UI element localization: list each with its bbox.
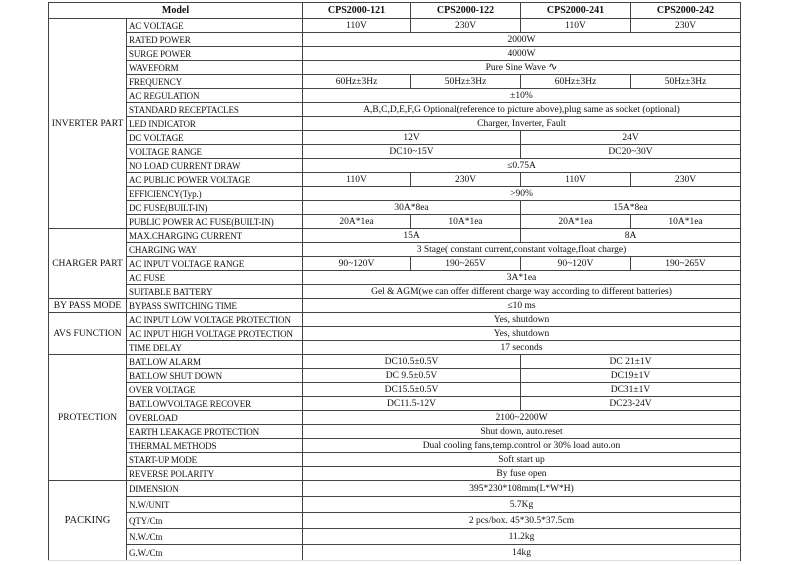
table-row (49, 173, 741, 187)
waveform-text: Pure Sine Wave (485, 63, 546, 73)
table-cell: Dual cooling fans,temp.control or 30% load auto.on (303, 439, 741, 453)
row-label: TIME DELAY (127, 341, 303, 355)
table-row (49, 103, 741, 117)
table-cell: DC 9.5±0.5V (303, 369, 521, 383)
row-label: BAT.LOW ALARM (127, 355, 303, 369)
section-avs: AVS FUNCTION (49, 313, 127, 355)
model-header: Model (49, 3, 303, 19)
section-charger: CHARGER PART (49, 229, 127, 299)
table-cell: 15A*8ea (521, 201, 741, 215)
section-bypass: BY PASS MODE (49, 299, 127, 313)
table-cell: Yes, shutdown (303, 327, 741, 341)
model-header-2: CPS2000-122 (411, 3, 521, 19)
table-cell: 230V (411, 173, 521, 187)
table-cell: 230V (631, 19, 741, 33)
row-label: DIMENSION (127, 481, 303, 497)
table-cell: 90~120V (303, 257, 411, 271)
sine-wave-icon: ∿ (548, 61, 558, 73)
row-label: BAT.LOW SHUT DOWN (127, 369, 303, 383)
row-label: G.W./Ctn (127, 545, 303, 561)
table-cell: 4000W (303, 47, 741, 61)
table-cell: 230V (631, 173, 741, 187)
table-row (49, 271, 741, 285)
row-label: MAX.CHARGING CURRENT (127, 229, 303, 243)
table-cell: 12V (303, 131, 521, 145)
row-label: THERMAL METHODS (127, 439, 303, 453)
table-cell: 14kg (303, 545, 741, 561)
table-row (49, 467, 741, 481)
page-divider (48, 560, 740, 561)
row-label: NO LOAD CURRENT DRAW (127, 159, 303, 173)
table-cell: 10A*1ea (411, 215, 521, 229)
table-cell: ≤0.75A (303, 159, 741, 173)
table-row (49, 187, 741, 201)
table-cell: 230V (411, 19, 521, 33)
row-label: VOLTAGE RANGE (127, 145, 303, 159)
table-cell: 190~265V (631, 257, 741, 271)
table-cell: 30A*8ea (303, 201, 521, 215)
model-header-4: CPS2000-242 (631, 3, 741, 19)
table-row (49, 425, 741, 439)
table-row (49, 481, 741, 497)
spec-table (48, 2, 741, 561)
row-label: AC FUSE (127, 271, 303, 285)
table-cell: 50Hz±3Hz (631, 75, 741, 89)
table-cell (303, 61, 741, 75)
table-row (49, 545, 741, 561)
table-cell: 3A*1ea (303, 271, 741, 285)
table-row (49, 19, 741, 33)
row-label: CHARGING WAY (127, 243, 303, 257)
row-label: BYPASS SWITCHING TIME (127, 299, 303, 313)
table-cell: DC31±1V (521, 383, 741, 397)
header-row (49, 3, 741, 19)
row-label: STANDARD RECEPTACLES (127, 103, 303, 117)
table-row (49, 369, 741, 383)
row-label: AC REGULATION (127, 89, 303, 103)
table-row (49, 117, 741, 131)
table-row (49, 383, 741, 397)
row-label: N.W/UNIT (127, 497, 303, 513)
row-label: N.W./Ctn (127, 529, 303, 545)
table-cell: A,B,C,D,E,F,G Optional(reference to picture above),plug same as socket (optional) (303, 103, 741, 117)
table-cell: 50Hz±3Hz (411, 75, 521, 89)
row-label: SUITABLE BATTERY (127, 285, 303, 299)
row-label: EFFICIENCY(Typ.) (127, 187, 303, 201)
table-cell: 20A*1ea (303, 215, 411, 229)
table-row (49, 159, 741, 173)
table-cell: 2000W (303, 33, 741, 47)
row-label: AC PUBLIC POWER VOLTAGE (127, 173, 303, 187)
table-cell: 3 Stage( constant current,constant voltage,float charge) (303, 243, 741, 257)
table-cell: Yes, shutdown (303, 313, 741, 327)
table-cell: 2100~2200W (303, 411, 741, 425)
row-label: START-UP MODE (127, 453, 303, 467)
table-cell: 11.2kg (303, 529, 741, 545)
table-cell: Soft start up (303, 453, 741, 467)
table-cell: 24V (521, 131, 741, 145)
table-cell: 2 pcs/box. 45*30.5*37.5cm (303, 513, 741, 529)
table-cell: 15A (303, 229, 521, 243)
row-label: OVER VOLTAGE (127, 383, 303, 397)
table-cell: 60Hz±3Hz (521, 75, 631, 89)
table-row (49, 201, 741, 215)
table-cell: 10A*1ea (631, 215, 741, 229)
table-cell: DC11.5-12V (303, 397, 521, 411)
table-row (49, 75, 741, 89)
row-label: DC FUSE(BUILT-IN) (127, 201, 303, 215)
table-cell: Shut down, auto.reset (303, 425, 741, 439)
table-row (49, 341, 741, 355)
row-label: LED INDICATOR (127, 117, 303, 131)
table-cell: DC10~15V (303, 145, 521, 159)
table-row (49, 355, 741, 369)
table-cell: 110V (303, 173, 411, 187)
table-cell: 8A (521, 229, 741, 243)
table-cell: ≤10 ms (303, 299, 741, 313)
section-packing: PACKING (49, 481, 127, 561)
table-row (49, 131, 741, 145)
row-label: REVERSE POLARITY (127, 467, 303, 481)
table-row (49, 285, 741, 299)
table-row (49, 313, 741, 327)
table-cell: Gel & AGM(we can offer different charge way according to different batteries) (303, 285, 741, 299)
table-row (49, 513, 741, 529)
table-row (49, 33, 741, 47)
table-row (49, 497, 741, 513)
table-cell: By fuse open (303, 467, 741, 481)
row-label: RATED POWER (127, 33, 303, 47)
table-row (49, 229, 741, 243)
table-row (49, 257, 741, 271)
table-cell: 5.7Kg (303, 497, 741, 513)
model-header-3: CPS2000-241 (521, 3, 631, 19)
table-row (49, 453, 741, 467)
table-cell: 110V (521, 173, 631, 187)
table-cell: 190~265V (411, 257, 521, 271)
table-row (49, 61, 741, 75)
row-label: OVERLOAD (127, 411, 303, 425)
row-label: QTY/Ctn (127, 513, 303, 529)
row-label: AC INPUT LOW VOLTAGE PROTECTION (127, 313, 303, 327)
row-label: AC INPUT VOLTAGE RANGE (127, 257, 303, 271)
table-row (49, 215, 741, 229)
table-cell: DC10.5±0.5V (303, 355, 521, 369)
row-label: AC VOLTAGE (127, 19, 303, 33)
table-cell: DC20~30V (521, 145, 741, 159)
row-label: PUBLIC POWER AC FUSE(BUILT-IN) (127, 215, 303, 229)
table-cell: DC23-24V (521, 397, 741, 411)
table-row (49, 47, 741, 61)
table-cell: Charger, Inverter, Fault (303, 117, 741, 131)
table-cell: 60Hz±3Hz (303, 75, 411, 89)
table-cell: 110V (521, 19, 631, 33)
table-row (49, 397, 741, 411)
row-label: SURGE POWER (127, 47, 303, 61)
section-inverter: INVERTER PART (49, 19, 127, 229)
table-row (49, 411, 741, 425)
table-cell: 395*230*108mm(L*W*H) (303, 481, 741, 497)
row-label: BAT.LOWVOLTAGE RECOVER (127, 397, 303, 411)
row-label: DC VOLTAGE (127, 131, 303, 145)
table-row (49, 529, 741, 545)
table-cell: DC19±1V (521, 369, 741, 383)
table-cell: 20A*1ea (521, 215, 631, 229)
table-row (49, 243, 741, 257)
row-label: WAVEFORM (127, 61, 303, 75)
table-cell: 110V (303, 19, 411, 33)
table-row (49, 439, 741, 453)
table-row (49, 299, 741, 313)
table-cell: DC 21±1V (521, 355, 741, 369)
table-row (49, 145, 741, 159)
table-row (49, 327, 741, 341)
table-cell: >90% (303, 187, 741, 201)
table-cell: 17 seconds (303, 341, 741, 355)
table-cell: ±10% (303, 89, 741, 103)
table-cell: DC15.5±0.5V (303, 383, 521, 397)
row-label: FREQUENCY (127, 75, 303, 89)
row-label: EARTH LEAKAGE PROTECTION (127, 425, 303, 439)
model-header-1: CPS2000-121 (303, 3, 411, 19)
row-label: AC INPUT HIGH VOLTAGE PROTECTION (127, 327, 303, 341)
section-protection: PROTECTION (49, 355, 127, 481)
table-row (49, 89, 741, 103)
table-cell: 90~120V (521, 257, 631, 271)
